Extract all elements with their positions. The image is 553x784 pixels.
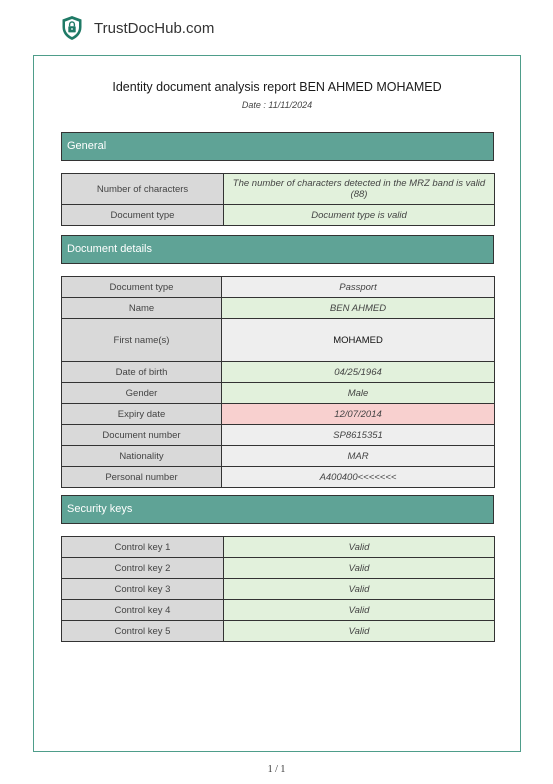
row-label: Gender: [62, 383, 222, 404]
report-page: [33, 55, 521, 752]
row-value: Valid: [224, 621, 495, 642]
row-label: Date of birth: [62, 362, 222, 383]
section-header-general: General: [61, 132, 494, 161]
row-value: SP8615351: [222, 425, 495, 446]
row-value: Male: [222, 383, 495, 404]
table-row: [62, 446, 495, 467]
document-details-table: [61, 276, 495, 488]
general-table: [61, 173, 495, 226]
row-value: A400400<<<<<<<: [222, 467, 495, 488]
brand-name: TrustDocHub.com: [94, 19, 215, 37]
table-row: [62, 362, 495, 383]
page-number: 1 / 1: [267, 764, 286, 775]
row-label: Personal number: [62, 467, 222, 488]
row-label: Expiry date: [62, 404, 222, 425]
row-value: 04/25/1964: [222, 362, 495, 383]
row-label: Control key 3: [62, 579, 224, 600]
row-value: Passport: [222, 277, 495, 298]
table-row: [62, 600, 495, 621]
section-header-document-details: Document details: [61, 235, 494, 264]
row-label: Document number: [62, 425, 222, 446]
row-label: Name: [62, 298, 222, 319]
report-title: Identity document analysis report BEN AHMED MOHAMED: [112, 80, 442, 94]
row-label: Nationality: [62, 446, 222, 467]
row-label: Document type: [62, 277, 222, 298]
table-row: [62, 319, 495, 362]
table-row: [62, 404, 495, 425]
row-label: Control key 4: [62, 600, 224, 621]
shield-lock-icon: [61, 15, 83, 41]
table-row: [62, 467, 495, 488]
row-label: Control key 1: [62, 537, 224, 558]
row-label: Document type: [62, 205, 224, 226]
table-row: [62, 298, 495, 319]
row-value: Valid: [224, 537, 495, 558]
row-value: 12/07/2014: [222, 404, 495, 425]
report-date: Date : 11/11/2024: [241, 100, 313, 110]
row-label: First name(s): [62, 319, 222, 362]
row-value: Valid: [224, 558, 495, 579]
row-value: MAR: [222, 446, 495, 467]
row-value: BEN AHMED: [222, 298, 495, 319]
row-value: Valid: [224, 600, 495, 621]
row-value: The number of characters detected in the MRZ band is valid (88): [224, 174, 495, 205]
table-row: [62, 174, 495, 205]
table-row: [62, 383, 495, 404]
table-row: [62, 425, 495, 446]
row-value: MOHAMED: [222, 319, 495, 362]
table-row: [62, 205, 495, 226]
row-label: Number of characters: [62, 174, 224, 205]
security-keys-table: [61, 536, 495, 642]
row-label: Control key 2: [62, 558, 224, 579]
table-row: [62, 277, 495, 298]
row-label: Control key 5: [62, 621, 224, 642]
section-header-security-keys: Security keys: [61, 495, 494, 524]
row-value: Valid: [224, 579, 495, 600]
table-row: [62, 579, 495, 600]
table-row: [62, 621, 495, 642]
brand-header: [61, 14, 214, 42]
table-row: [62, 537, 495, 558]
row-value: Document type is valid: [224, 205, 495, 226]
table-row: [62, 558, 495, 579]
